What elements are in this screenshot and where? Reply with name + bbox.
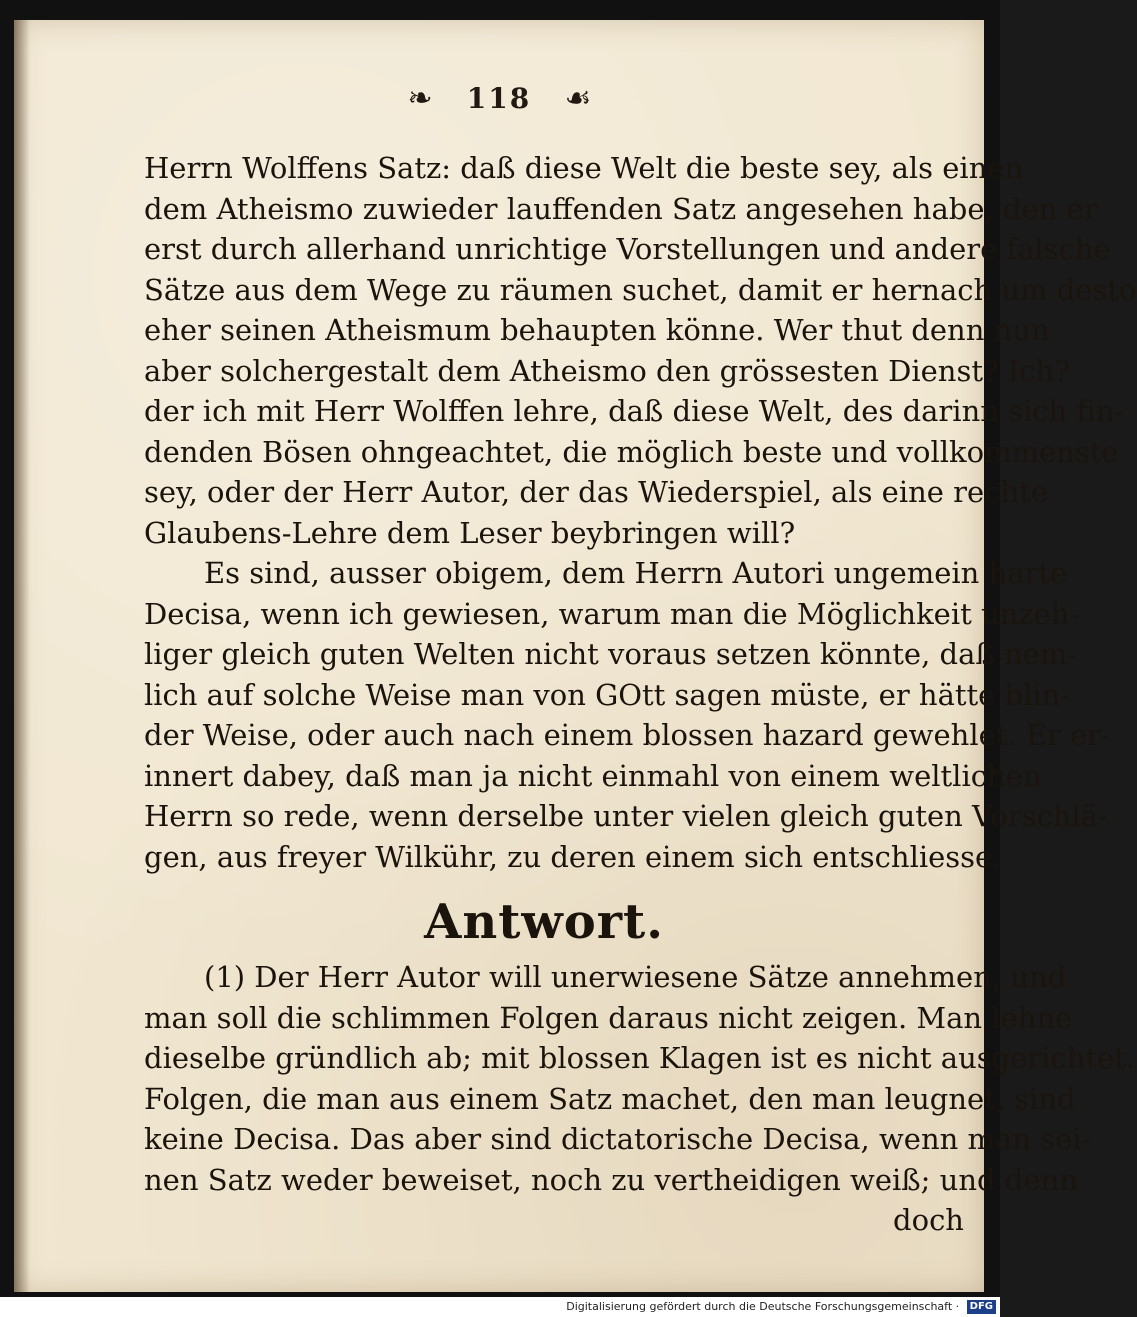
text-line: Es sind, ausser obigem, dem Herrn Autori ungemein harte bbox=[204, 556, 1068, 590]
text-line: (1) Der Herr Autor will unerwiesene Sätze annehmen, und bbox=[204, 960, 1067, 994]
text-line: nen Satz weder beweiset, noch zu vertheidigen weiß; und denn bbox=[144, 1162, 1078, 1197]
catchword: doch bbox=[893, 1203, 964, 1237]
text-line: Herrn so rede, wenn derselbe unter vielen gleich guten Vorschlä- bbox=[144, 799, 1108, 833]
text-line: eher seinen Atheismum behaupten könne. Wer thut denn nun bbox=[144, 313, 1050, 347]
footer-credit-text: Digitalisierung gefördert durch die Deutsche Forschungsgemeinschaft · bbox=[566, 1300, 960, 1313]
text-line: der Weise, oder auch nach einem blossen hazard gewehlet. Er er- bbox=[144, 718, 1111, 752]
text-line: innert dabey, daß man ja nicht einmahl von einem weltlichen bbox=[144, 758, 1042, 793]
text-line: der ich mit Herr Wolffen lehre, daß diese Welt, des darinn sich fin- bbox=[144, 394, 1125, 428]
paragraph-3 bbox=[144, 957, 1136, 1241]
text-line: denden Bösen ohngeachtet, die möglich beste und vollkommenste bbox=[144, 434, 1119, 469]
book-page bbox=[14, 20, 1137, 1292]
page-body bbox=[144, 148, 1137, 1241]
ornament-right-icon: ☙ bbox=[564, 81, 592, 116]
text-line: keine Decisa. Das aber sind dictatorische Decisa, wenn man sei- bbox=[144, 1122, 1092, 1156]
page-spine-shadow bbox=[14, 20, 30, 1292]
digitization-footer bbox=[0, 1297, 1000, 1317]
text-line: aber solchergestalt dem Atheismo den grössesten Dienst? Ich? bbox=[144, 353, 1070, 388]
text-line: dieselbe gründlich ab; mit blossen Klagen ist es nicht ausgerichtet. bbox=[144, 1041, 1136, 1075]
text-line: erst durch allerhand unrichtige Vorstellungen und andere falsche bbox=[144, 232, 1111, 266]
text-line: Sätze aus dem Wege zu räumen suchet, damit er hernach um desto bbox=[144, 272, 1137, 307]
text-line: dem Atheismo zuwieder lauffenden Satz angesehen habe, den er bbox=[144, 191, 1098, 226]
text-line: Decisa, wenn ich gewiesen, warum man die Möglichkeit unzeh- bbox=[144, 596, 1080, 631]
text-line: sey, oder der Herr Autor, der das Wiederspiel, als eine rechte bbox=[144, 475, 1048, 509]
paragraph-2 bbox=[144, 553, 1111, 877]
text-line: lich auf solche Weise man von GOtt sagen müste, er hätte blin- bbox=[144, 677, 1071, 712]
page-number: 118 bbox=[466, 82, 532, 115]
text-line: Herrn Wolffens Satz: daß diese Welt die beste sey, als einen bbox=[144, 151, 1024, 185]
paragraph-1 bbox=[144, 148, 1137, 553]
ornament-left-icon: ❧ bbox=[407, 81, 433, 116]
page-header bbox=[14, 80, 984, 120]
text-line: liger gleich guten Welten nicht voraus setzen könnte, daß nem- bbox=[144, 637, 1078, 671]
text-line: gen, aus freyer Wilkühr, zu deren einem sich entschliesse. bbox=[144, 839, 1002, 874]
text-line: Glaubens-Lehre dem Leser beybringen will? bbox=[144, 515, 796, 550]
text-line: Folgen, die man aus einem Satz machet, den man leugnet, sind bbox=[144, 1081, 1076, 1116]
section-heading: Antwort. bbox=[424, 894, 664, 950]
text-line: man soll die schlimmen Folgen daraus nicht zeigen. Man lehne bbox=[144, 1000, 1073, 1035]
dfg-logo-icon: DFG bbox=[967, 1300, 996, 1314]
